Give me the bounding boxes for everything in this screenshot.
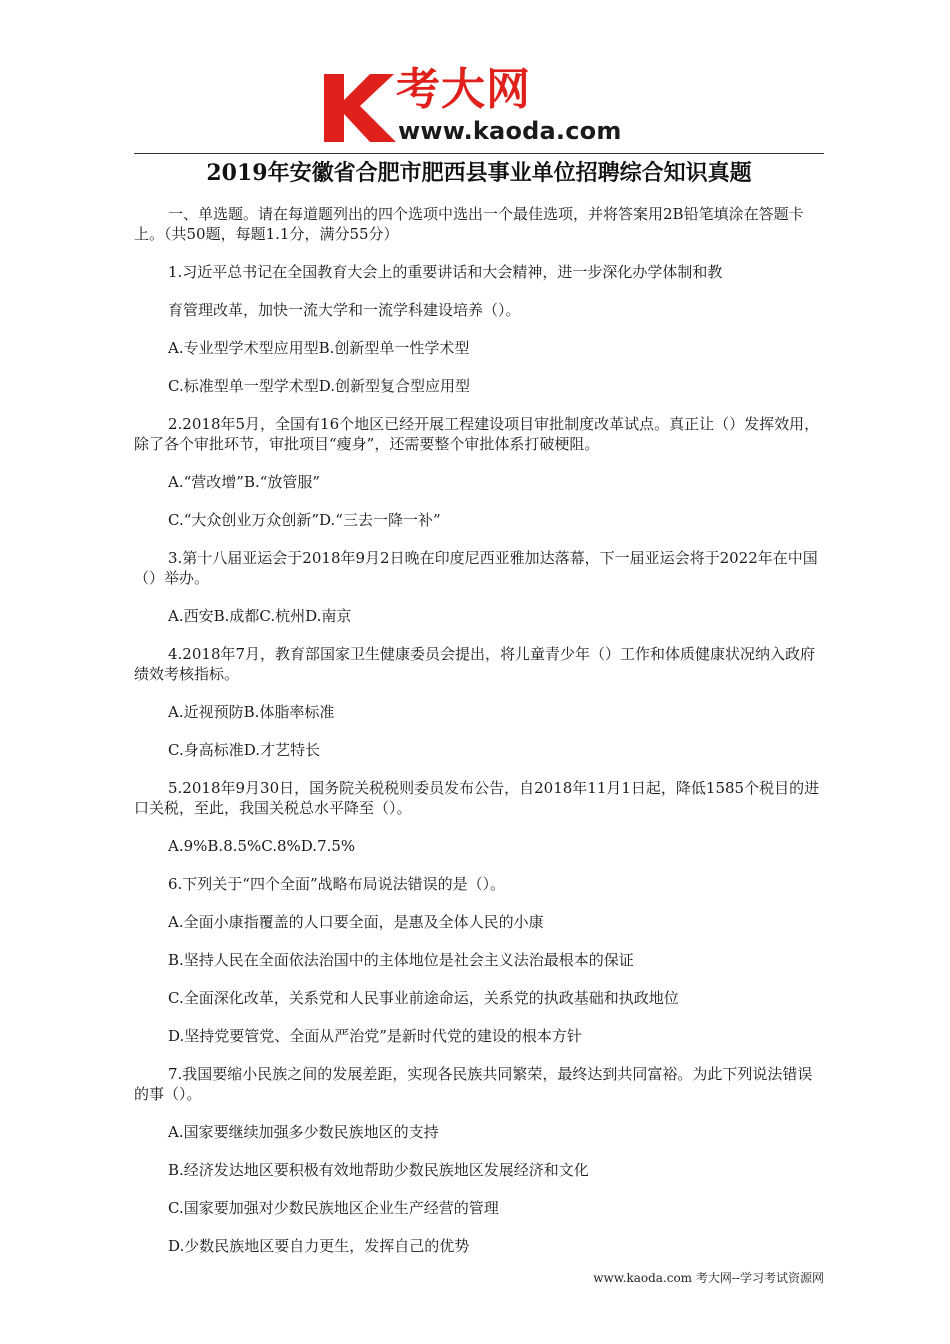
- question-2-options-cd: C.“大众创业万众创新”D.“三去一降一补”: [168, 511, 441, 529]
- kaoda-k-logo-icon: [322, 70, 400, 144]
- question-6-option-a: A.全面小康指覆盖的人口要全面，是惠及全体人民的小康: [168, 913, 544, 931]
- question-5-stem: 5.2018年9月30日，国务院关税税则委员发布公告，自2018年11月1日起，降低1585个税目的进口关税，至此，我国关税总水平降至（）。: [134, 779, 820, 817]
- question-3-options: A.西安B.成都C.杭州D.南京: [168, 607, 352, 625]
- question-1-stem-line1: 1.习近平总书记在全国教育大会上的重要讲话和大会精神，进一步深化办学体制和教: [168, 263, 723, 281]
- question-7-option-d: D.少数民族地区要自力更生，发挥自己的优势: [168, 1237, 470, 1255]
- question-7-option-b: B.经济发达地区要积极有效地帮助少数民族地区发展经济和文化: [168, 1161, 589, 1179]
- question-7-stem: 7.我国要缩小民族之间的发展差距，实现各民族共同繁荣，最终达到共同富裕。为此下列说法错误的事（）。: [134, 1065, 813, 1103]
- question-7-option-c: C.国家要加强对少数民族地区企业生产经营的管理: [168, 1199, 499, 1217]
- question-2-options-ab: A.“营改增”B.“放管服”: [168, 473, 321, 491]
- question-7-option-a: A.国家要继续加强多少数民族地区的支持: [168, 1123, 439, 1141]
- question-5-options: A.9%B.8.5%C.8%D.7.5%: [168, 837, 356, 855]
- question-4-options-ab: A.近视预防B.体脂率标准: [168, 703, 335, 721]
- question-1-options-cd: C.标准型单一型学术型D.创新型复合型应用型: [168, 377, 470, 395]
- question-6-option-c: C.全面深化改革，关系党和人民事业前途命运，关系党的执政基础和执政地位: [168, 989, 679, 1007]
- question-6-stem: 6.下列关于“四个全面”战略布局说法错误的是（）。: [168, 875, 506, 893]
- logo-url: www.kaoda.com: [398, 117, 622, 145]
- page-title: 2019年安徽省合肥市肥西县事业单位招聘综合知识真题: [206, 160, 752, 186]
- question-6-option-b: B.坚持人民在全面依法治国中的主体地位是社会主义法治最根本的保证: [168, 951, 634, 969]
- question-1-stem-line2: 育管理改革，加快一流大学和一流学科建设培养（）。: [168, 301, 521, 319]
- header-divider: [134, 153, 824, 154]
- question-3-stem: 3.第十八届亚运会于2018年9月2日晚在印度尼西亚雅加达落幕，下一届亚运会将于2022年在中国（）举办。: [134, 549, 818, 587]
- logo-site-name: 考大网: [396, 64, 531, 115]
- document-body: [134, 204, 824, 1274]
- kaoda-logo[interactable]: [322, 62, 642, 146]
- question-4-stem: 4.2018年7月，教育部国家卫生健康委员会提出，将儿童青少年（）工作和体质健康状况纳入政府绩效考核指标。: [134, 645, 816, 683]
- page-footer[interactable]: www.kaoda.com 考大网--学习考试资源网: [593, 1271, 824, 1285]
- question-6-option-d: D.坚持党要管党、全面从严治党”是新时代党的建设的根本方针: [168, 1027, 582, 1045]
- question-1-options-ab: A.专业型学术型应用型B.创新型单一性学术型: [168, 339, 470, 357]
- question-2-stem: 2.2018年5月，全国有16个地区已经开展工程建设项目审批制度改革试点。真正让（）发挥效用，除了各个审批环节，审批项目“瘦身”，还需要整个审批体系打破梗阻。: [134, 415, 820, 453]
- section-intro: 一、单选题。请在每道题列出的四个选项中选出一个最佳选项，并将答案用2B铅笔填涂在答题卡上。（共50题，每题1.1分，满分55分）: [134, 205, 804, 243]
- question-4-options-cd: C.身高标准D.才艺特长: [168, 741, 320, 759]
